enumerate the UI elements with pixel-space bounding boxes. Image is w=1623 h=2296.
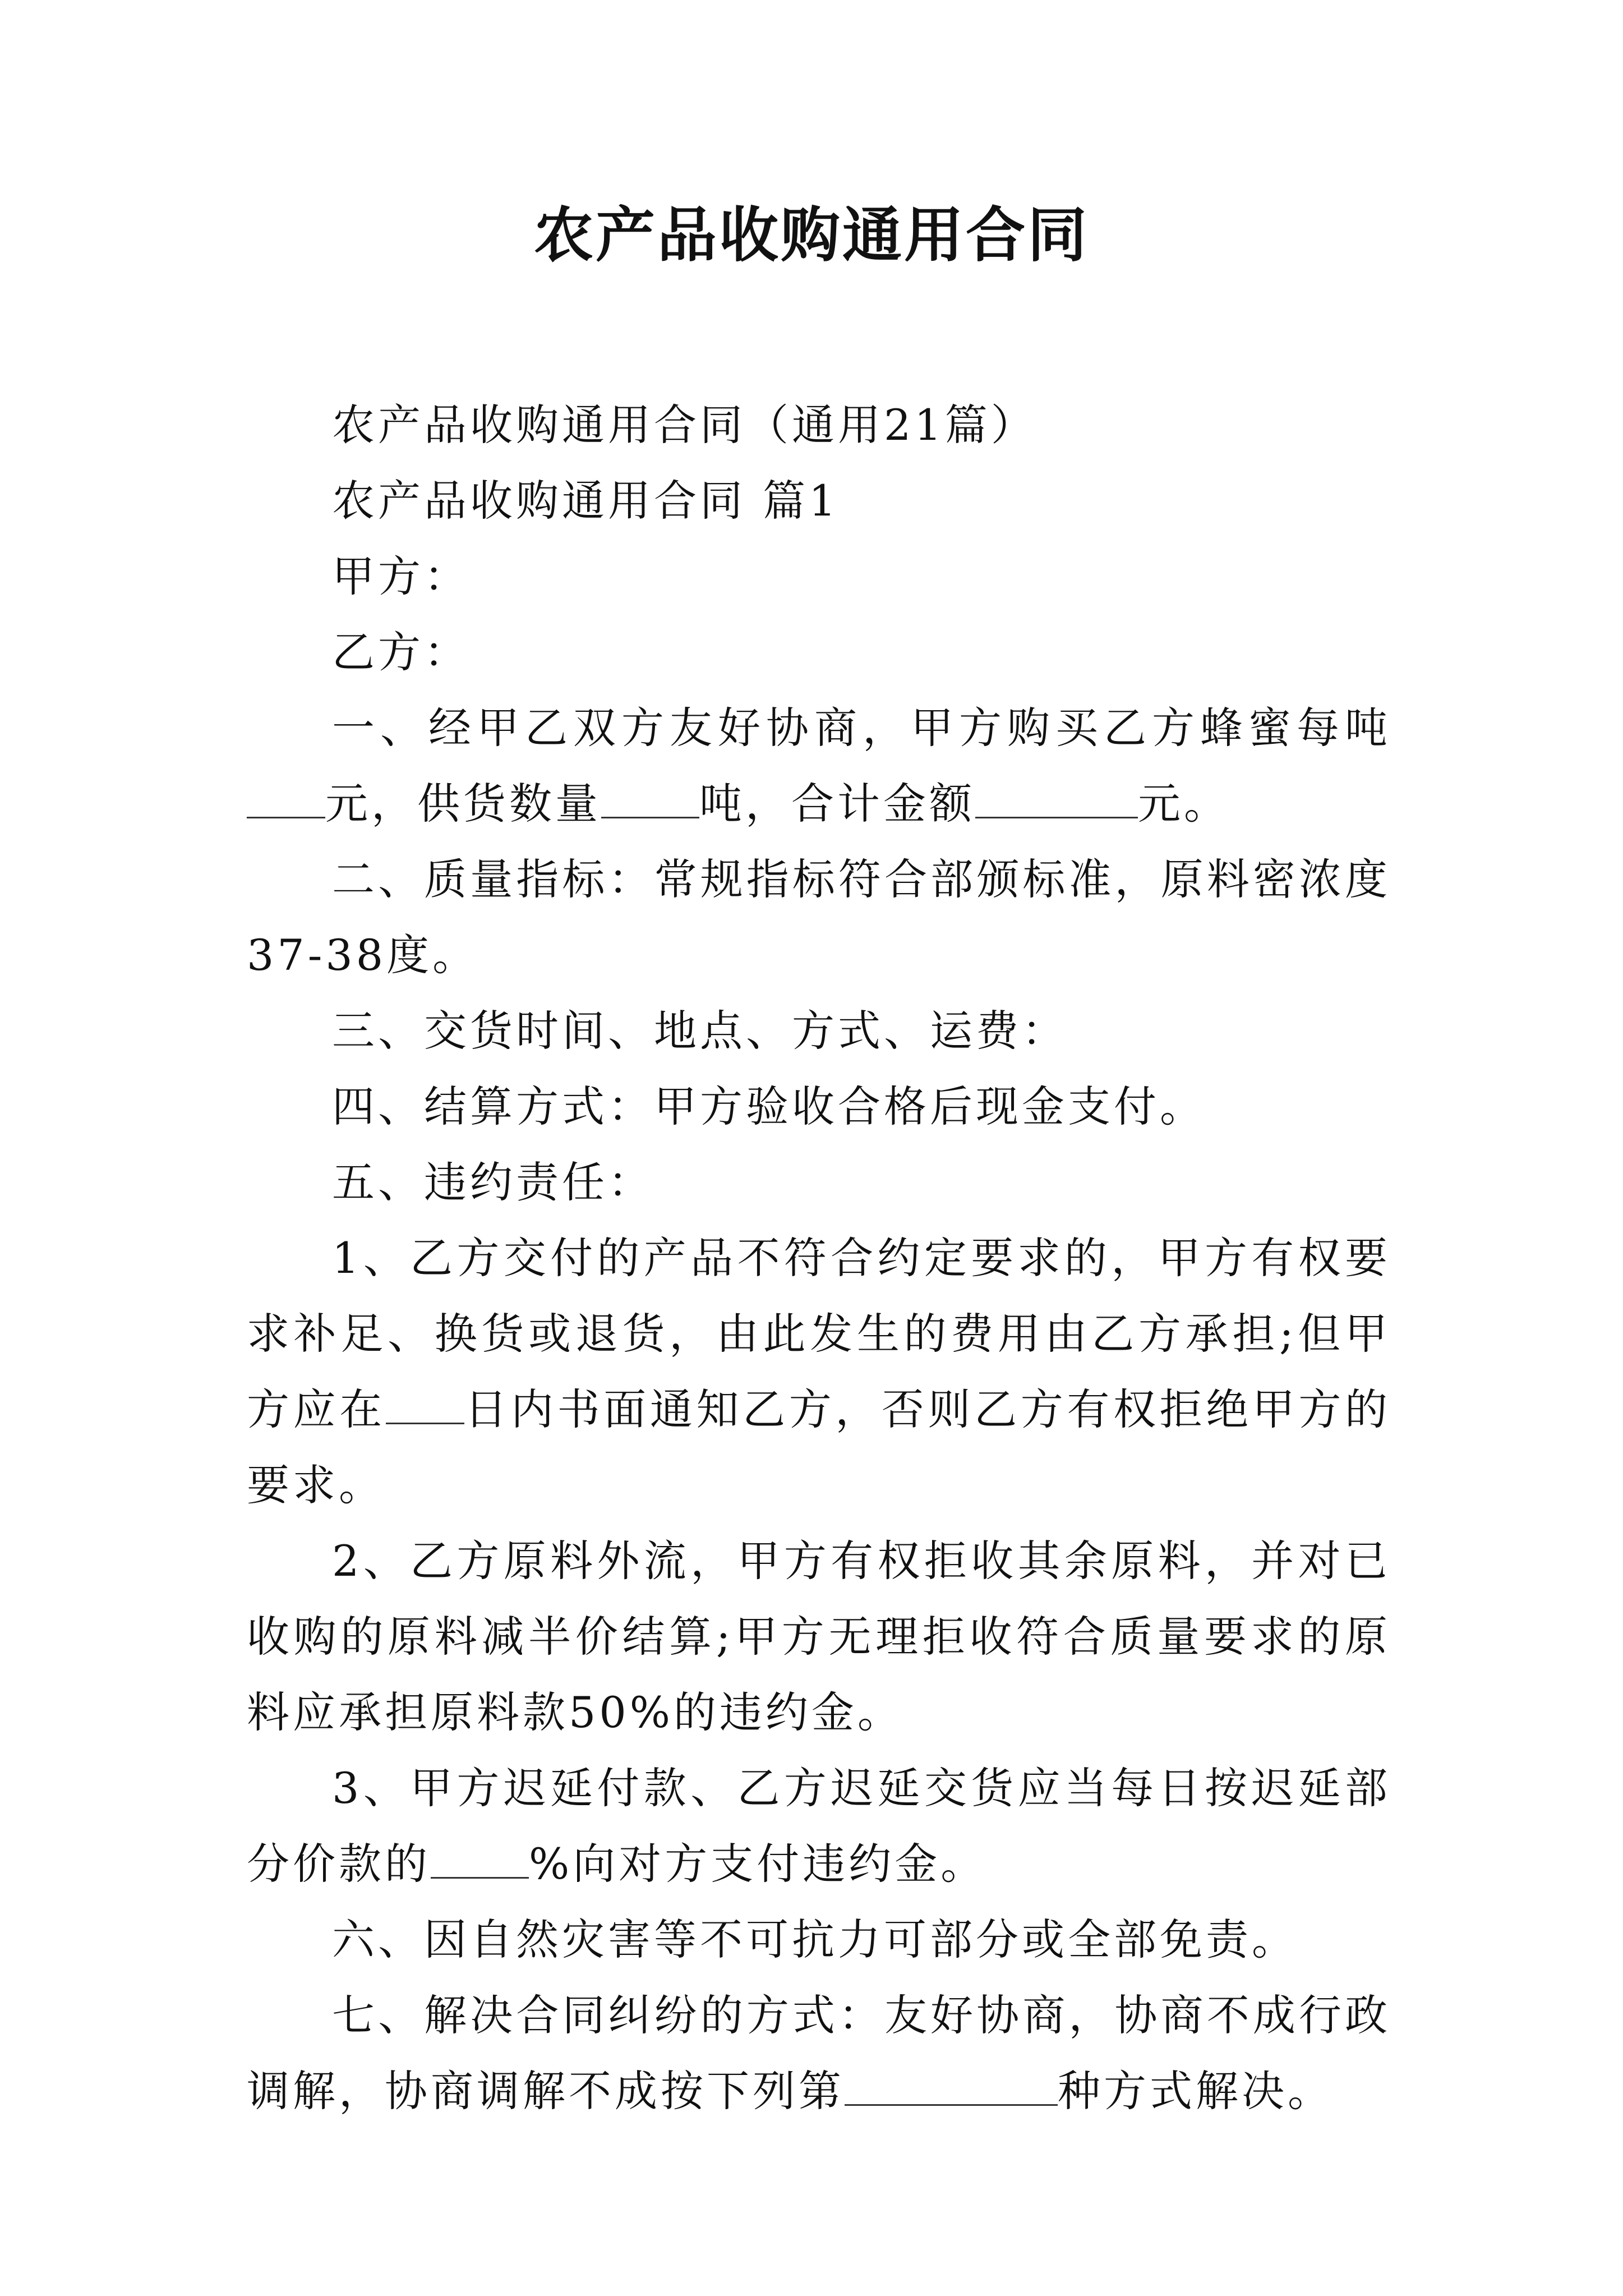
paragraph-liability-3 [247,1750,1391,1902]
paragraph-clause-7 [247,1977,1391,2129]
clause-7-text-a: 七、解决合同纠纷的方式：友好协商，协商不成行政调解，协商调解不成按下列第 [247,1990,1391,2116]
liability-1-text-a: 1、乙方交付的产品不符合约定要求的，甲方有权要求补足、换货或退货，由此发生的费用由乙方承担;但甲方应在 [247,1233,1391,1434]
paragraph-party-a: 甲方： [332,551,470,601]
paragraph-party-b: 乙方： [332,627,470,677]
paragraph-liability-1 [247,1220,1391,1523]
liability-3-text-a: 3、甲方迟延付款、乙方迟延交货应当每日按迟延部分价款的 [247,1763,1391,1889]
liability-1-text-b: 日内书面通知乙方，否则乙方有权拒绝甲方的要求。 [247,1384,1391,1510]
paragraph-clause-2: 二、质量指标：常规指标符合部颁标准，原料密浓度37-38度。 [247,854,1391,980]
clause-1-text-a: 一、经甲乙双方友好协商，甲方购买乙方蜂蜜每吨 [332,703,1391,753]
penalty-percent-blank [431,1838,529,1879]
liability-3-text-b: %向对方支付违约金。 [529,1839,987,1889]
paragraph-article-heading: 农产品收购通用合同 篇1 [332,476,840,526]
clause-1-text-b: 元，供货数量 [325,779,601,829]
total-amount-blank [975,777,1138,818]
quantity-blank [601,777,699,818]
clause-7-text-b: 种方式解决。 [1058,2066,1334,2116]
paragraph-clause-4: 四、结算方式：甲方验收合格后现金支付。 [332,1082,1206,1131]
dispute-method-blank [845,2065,1058,2106]
clause-1-text-c: 吨，合计金额 [699,779,975,829]
paragraph-liability-2: 2、乙方原料外流，甲方有权拒收其余原料，并对已收购的原料减半价结算;甲方无理拒收符合质量要求的原料应承担原料款50%的违约金。 [247,1536,1391,1737]
paragraph-collection-title: 农产品收购通用合同（通用21篇） [332,400,1037,450]
paragraph-clause-3: 三、交货时间、地点、方式、运费： [332,1006,1068,1056]
paragraph-clause-1 [247,690,1391,841]
price-blank [247,777,325,818]
clause-1-text-d: 元。 [1138,779,1230,829]
paragraph-clause-6: 六、因自然灾害等不可抗力可部分或全部免责。 [332,1915,1298,1964]
paragraph-clause-5: 五、违约责任： [332,1157,654,1207]
document-title: 农产品收购通用合同 [534,200,1089,270]
document-body [247,387,1391,2129]
notice-days-blank [386,1383,464,1424]
